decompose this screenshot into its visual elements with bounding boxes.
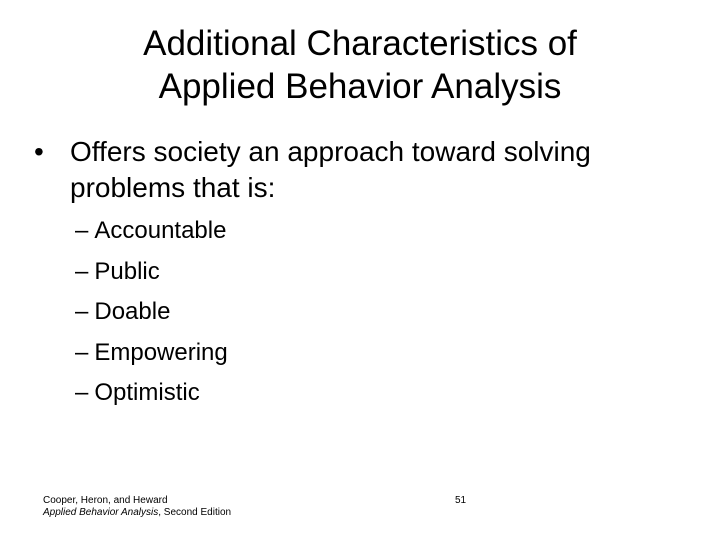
dash-marker: – [75, 298, 89, 325]
title-line-1: Additional Characteristics of [143, 24, 577, 63]
slide-title [60, 22, 660, 108]
dash-marker: – [75, 338, 89, 366]
sub-bullet-item [75, 334, 228, 375]
footer-edition: , Second Edition [158, 507, 232, 518]
bullet-marker: • [34, 136, 44, 167]
sub-bullet-item [75, 212, 228, 253]
footer-authors: Cooper, Heron, and Heward [43, 495, 168, 506]
footer-citation [43, 495, 231, 519]
sub-bullet-text: Accountable [94, 217, 227, 244]
page-number: 51 [455, 495, 467, 506]
sub-bullet-list [75, 212, 228, 415]
sub-bullet-item [75, 374, 228, 415]
title-line-2: Applied Behavior Analysis [158, 67, 562, 106]
sub-bullet-item [75, 293, 228, 334]
main-bullet [34, 134, 694, 206]
sub-bullet-text: Empowering [94, 338, 228, 366]
dash-marker: – [75, 217, 89, 244]
footer-book-line [43, 507, 231, 519]
sub-bullet-item [75, 253, 228, 294]
bullet-text: Offers society an approach toward solving problems that is: [70, 136, 591, 203]
sub-bullet-text: Doable [94, 298, 171, 325]
dash-marker: – [75, 379, 89, 406]
sub-bullet-text: Public [94, 257, 160, 285]
footer-book-title: Applied Behavior Analysis [43, 507, 159, 518]
dash-marker: – [75, 257, 89, 285]
sub-bullet-text: Optimistic [94, 379, 200, 406]
